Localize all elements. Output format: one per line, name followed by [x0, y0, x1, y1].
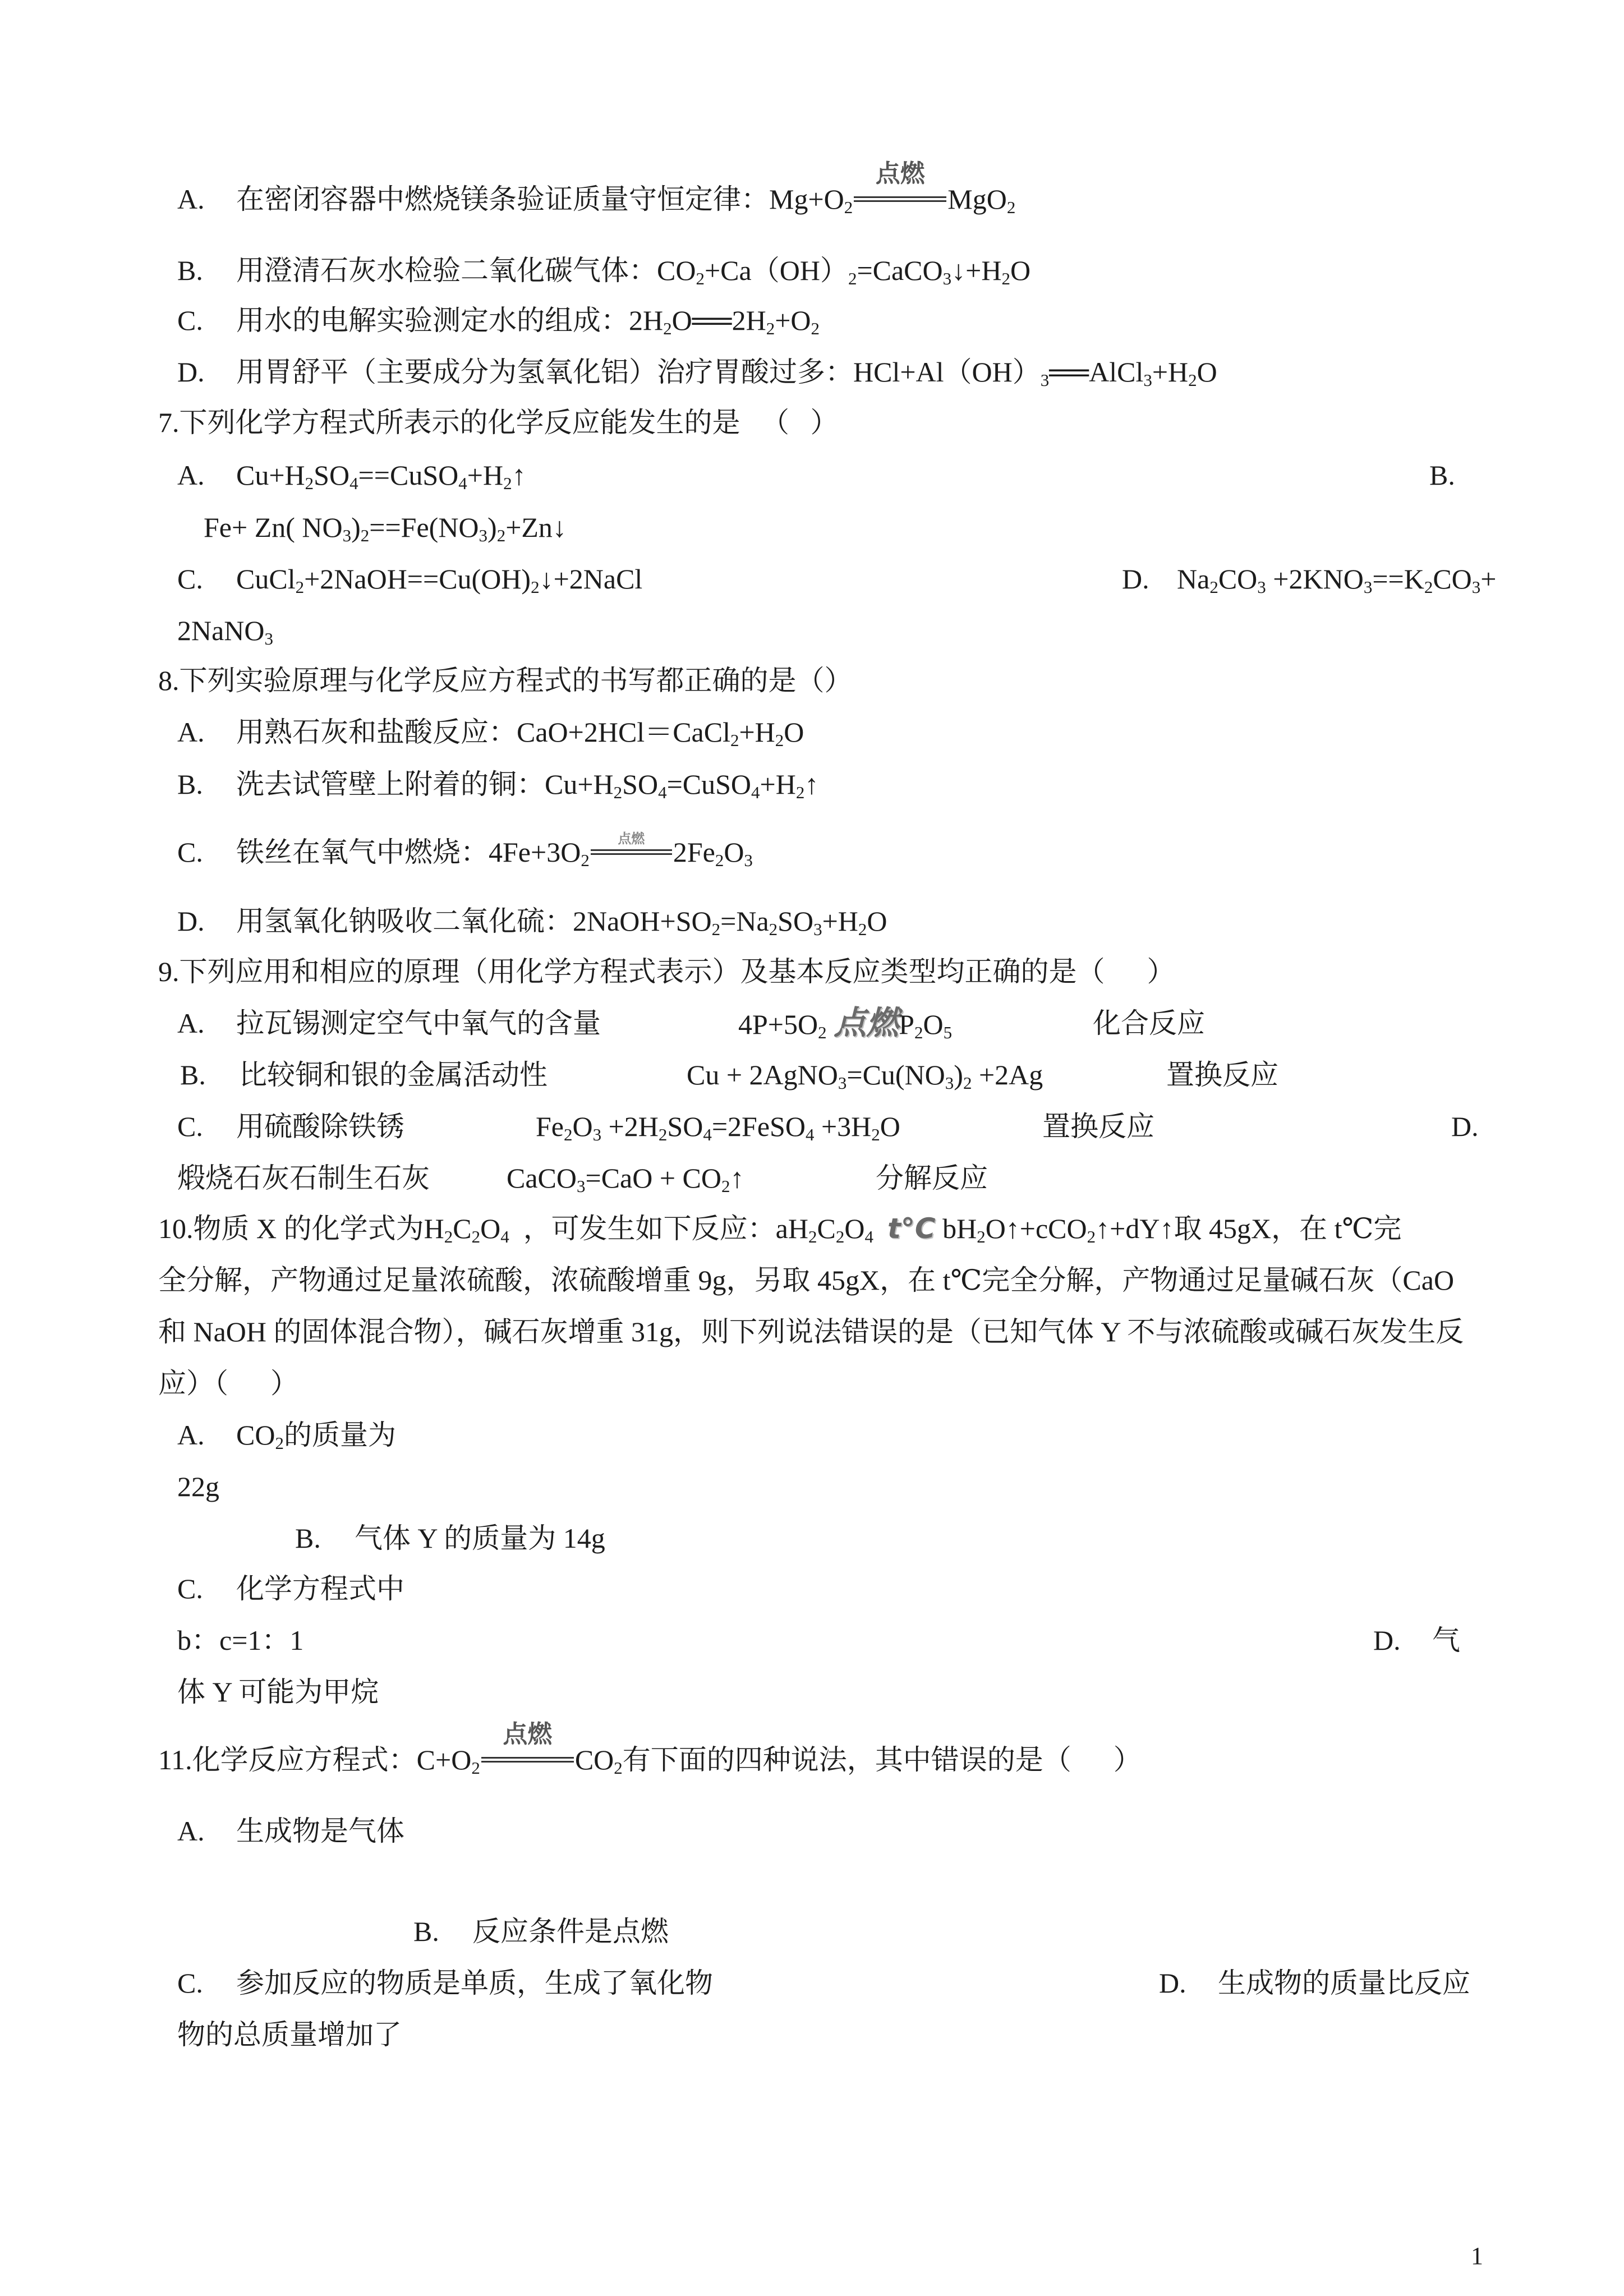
option-label: C. [177, 1111, 203, 1142]
q10-option-d-continued [0, 1675, 1624, 1709]
q11-option-c [0, 1966, 1624, 2000]
subscript: 2 [471, 1227, 481, 1246]
page-number: 1 [1471, 2242, 1483, 2270]
text-run: CO [574, 1744, 614, 1775]
text-run: SO [667, 1111, 703, 1142]
text-run: + [1480, 563, 1497, 595]
subscript: 2 [808, 1227, 817, 1246]
subscript: 4 [349, 473, 358, 493]
q10-option-a [0, 1418, 1624, 1452]
q10-stem-line [0, 1366, 1624, 1400]
text-run: =CaO + CO [585, 1162, 722, 1194]
reaction-condition-label: 点燃 [875, 159, 925, 188]
text-run: C [453, 1213, 472, 1244]
q8-option-c [0, 831, 1624, 870]
option-equation [507, 1161, 744, 1195]
text-run: O [844, 1213, 865, 1244]
question-stem [158, 1315, 1464, 1349]
option-label: D. [1451, 1111, 1479, 1142]
reaction-condition-label: t°C [887, 1212, 936, 1245]
text-run: ) [954, 1059, 963, 1091]
subscript: 3 [592, 1125, 602, 1144]
text-run: +3H [814, 1111, 872, 1142]
subscript: 2 [715, 850, 724, 870]
text-run: O [880, 1111, 900, 1142]
text-run: ，可发生如下反应：aH [509, 1213, 808, 1244]
text-run: CO [1433, 563, 1472, 595]
text-run: ↑ [804, 769, 819, 800]
subscript: 3 [1257, 577, 1266, 597]
subscript: 2 [795, 783, 805, 802]
text-run: 化学方程式中 [236, 1573, 404, 1604]
text-run: O [784, 716, 804, 748]
text-run: CuCl [236, 563, 296, 595]
option-reaction-type: 化合反应 [1093, 1007, 1205, 1039]
question-stem [158, 1366, 298, 1400]
q9-option-b [0, 1058, 1624, 1092]
text-run: +O [775, 305, 811, 336]
text-run: SO [622, 769, 659, 800]
text-run: 8.下列实验原理与化学反应方程式的书写都正确的是（） [158, 665, 853, 696]
subscript: 4 [864, 1227, 873, 1246]
text-run: 10.物质 X 的化学式为H [158, 1213, 444, 1244]
q10-option-c [0, 1572, 1624, 1605]
q9-option-c [0, 1110, 1624, 1143]
text-run: 全分解，产物通过足量浓硫酸，浓硫酸增重 9g，另取 45gX，在 t℃完全分解，产物通过足量碱石灰（CaO [158, 1264, 1455, 1296]
option-text [236, 1418, 396, 1452]
subscript: 2 [963, 1073, 972, 1093]
option-text [177, 1675, 379, 1709]
text-run: CO [1218, 563, 1258, 595]
option-text [177, 614, 273, 647]
subscript: 2 [811, 319, 820, 338]
subscript: 3 [838, 1073, 847, 1093]
subscript: 4 [751, 783, 760, 802]
subscript: 2 [1188, 370, 1197, 390]
text-run [827, 1009, 834, 1040]
subscript: 2 [360, 526, 370, 545]
text-run: ↓+2NaCl [539, 563, 643, 595]
option-label: D. [1373, 1625, 1401, 1656]
option-text [1432, 1623, 1460, 1657]
option-label: B. [177, 255, 203, 286]
option-application [239, 1058, 548, 1092]
text-run: 2Fe [673, 836, 715, 868]
question-stem [158, 664, 853, 697]
text-run: O [724, 836, 744, 868]
option-text [177, 2018, 402, 2051]
text-run: O [1197, 356, 1217, 388]
double-line-equals [591, 849, 672, 855]
q7-stem [0, 406, 1624, 439]
subscript: 2 [818, 1023, 827, 1042]
text-run: +H [467, 459, 504, 491]
q6-option-b [0, 254, 1624, 287]
q6-option-a [0, 159, 1624, 217]
subscript: 4 [458, 473, 467, 493]
q8-stem [0, 664, 1624, 697]
text-run: 用氢氧化钠吸收二氧化硫：2NaOH+SO [236, 905, 712, 937]
text-run: 用熟石灰和盐酸反应：CaO+2HCl＝CaCl [236, 716, 730, 748]
option-label: B. [1429, 459, 1455, 491]
text-run: ══AlCl [1049, 356, 1144, 388]
subscript: 2 [835, 1227, 845, 1246]
subscript: 2 [914, 1023, 923, 1042]
text-run: O [923, 1009, 944, 1040]
text-run: ==Fe(NO [369, 512, 479, 543]
option-label: B. [295, 1522, 321, 1554]
option-text [236, 831, 753, 870]
q7-option-a-row [0, 458, 1624, 492]
text-run: ) [487, 512, 497, 543]
option-text [236, 767, 818, 801]
option-label: D. [1159, 1967, 1186, 1999]
option-text [204, 510, 567, 544]
text-run: 体 Y 可能为甲烷 [177, 1676, 379, 1708]
subscript: 2 [769, 919, 778, 939]
option-equation [687, 1058, 1043, 1092]
text-run: CaCO [507, 1162, 577, 1194]
text-run: =CuSO [666, 769, 752, 800]
text-run: O [572, 1111, 593, 1142]
option-text [236, 303, 820, 337]
subscript: 2 [444, 1227, 453, 1246]
option-equation [536, 1110, 900, 1143]
subscript: 2 [614, 1758, 623, 1778]
option-application [236, 1110, 404, 1143]
text-run: 用胃舒平（主要成分为氢氧化铝）治疗胃酸过多：HCl+Al（OH） [236, 356, 1041, 388]
subscript: 2 [496, 526, 506, 545]
option-label: B. [177, 769, 203, 800]
question-stem [158, 1720, 1142, 1778]
text-run: 和 NaOH 的固体混合物），碱石灰增重 31g，则下列说法错误的是（已知气体 Y 不与浓硫酸或碱石灰发生反 [158, 1316, 1464, 1347]
q11-option-a [0, 1814, 1624, 1848]
text-run: =Cu(NO [846, 1059, 945, 1091]
q8-option-d [0, 904, 1624, 938]
option-text [1177, 562, 1497, 596]
text-run: 比较铜和银的金属活动性 [239, 1059, 548, 1091]
subscript: 3 [1471, 577, 1481, 597]
text-run: C [817, 1213, 836, 1244]
subscript: 2 [503, 473, 512, 493]
q10-option-b [0, 1521, 1624, 1555]
text-run: 生成物的质量比反应 [1218, 1967, 1470, 1999]
option-text [236, 254, 1030, 287]
subscript: 2 [871, 1125, 880, 1144]
text-run: O [1010, 255, 1031, 286]
subscript: 2 [848, 269, 857, 288]
text-run: 用澄清石灰水检验二氧化碳气体：CO [236, 255, 696, 286]
q6-option-c [0, 303, 1624, 337]
text-run: MgO [947, 183, 1007, 215]
subscript: 2 [564, 1125, 573, 1144]
subscript: 3 [1143, 370, 1152, 390]
subscript: 2 [295, 577, 305, 597]
text-run: 生成物是气体 [236, 1815, 404, 1847]
text-run: =2FeSO [711, 1111, 806, 1142]
option-text [236, 1966, 713, 2000]
text-run: 在密闭容器中燃烧镁条验证质量守恒定律：Mg+O [236, 183, 844, 215]
text-run: +H [822, 905, 858, 937]
text-run: =Na [720, 905, 769, 937]
subscript: 4 [658, 783, 667, 802]
subscript: 3 [945, 1073, 954, 1093]
subscript: 2 [711, 919, 721, 939]
subscript: 2 [721, 1176, 730, 1196]
subscript: 2 [1087, 1227, 1096, 1246]
option-label: A. [177, 183, 205, 215]
option-text [177, 1470, 219, 1503]
option-text [1218, 1966, 1470, 2000]
text-run: +2NaOH==Cu(OH) [304, 563, 531, 595]
text-run: +H [760, 769, 796, 800]
subscript: 2 [696, 269, 705, 288]
option-label: C. [177, 1967, 203, 1999]
subscript: 3 [479, 526, 488, 545]
subscript: 3 [744, 850, 753, 870]
condition-equals-sign [591, 831, 672, 862]
text-run: P [899, 1009, 914, 1040]
text-run: 气 [1432, 1625, 1460, 1656]
text-run: 拉瓦锡测定空气中氧气的含量 [236, 1007, 601, 1039]
text-run: 4P+5O [738, 1009, 818, 1040]
text-run [873, 1213, 887, 1244]
q7-option-b-row [0, 510, 1624, 544]
question-stem [158, 1263, 1454, 1297]
q7-option-d-continued [0, 614, 1624, 647]
text-run: Fe+ Zn( NO [204, 512, 343, 543]
option-reaction-type: 置换反应 [1042, 1111, 1154, 1142]
subscript: 4 [703, 1125, 712, 1144]
option-reaction-type: 分解反应 [876, 1162, 988, 1194]
option-text [472, 1915, 669, 1948]
option-equation [738, 1006, 952, 1041]
subscript: 3 [577, 1176, 586, 1196]
q10-stem-line [0, 1212, 1624, 1245]
condition-equals-sign [854, 159, 946, 209]
option-text [355, 1521, 605, 1555]
subscript: 3 [342, 526, 352, 545]
option-text [177, 1623, 303, 1657]
text-run: Cu+H [236, 459, 305, 491]
option-text [236, 715, 804, 749]
q11-option-d-continued [0, 2018, 1624, 2051]
text-run: Cu + 2AgNO [687, 1059, 838, 1091]
option-label: A. [177, 1815, 205, 1847]
question-stem [158, 955, 1175, 988]
option-text [236, 904, 887, 938]
subscript: 2 [531, 577, 540, 597]
text-run: 反应条件是点燃 [472, 1916, 669, 1947]
q10-option-a-continued [0, 1470, 1624, 1503]
q9-option-a [0, 1006, 1624, 1040]
question-stem [158, 406, 839, 439]
subscript: 3 [1363, 577, 1373, 597]
text-run: 22g [177, 1471, 219, 1502]
text-run: 参加反应的物质是单质，生成了氧化物 [236, 1967, 713, 1999]
reaction-condition-label: 点燃 [834, 1004, 899, 1042]
text-run: 煅烧石灰石制生石灰 [177, 1162, 430, 1194]
text-run: 的质量为 [283, 1419, 396, 1451]
option-label: C. [177, 305, 203, 336]
text-run: ↑ [730, 1162, 744, 1194]
subscript: 2 [613, 783, 623, 802]
option-label: D. [177, 905, 205, 937]
option-label: D. [1122, 563, 1149, 595]
text-run: O [867, 905, 887, 937]
option-application [236, 1006, 601, 1040]
text-run: ==CuSO [358, 459, 459, 491]
text-run: ↑ [512, 459, 526, 491]
subscript: 2 [658, 1125, 668, 1144]
option-label: C. [177, 1573, 203, 1604]
subscript: 3 [264, 629, 274, 648]
q11-option-b [0, 1915, 1624, 1948]
text-run: Fe [536, 1111, 564, 1142]
text-run: +2Ag [972, 1059, 1043, 1091]
subscript: 2 [1424, 577, 1433, 597]
option-reaction-type: 置换反应 [1166, 1059, 1278, 1091]
subscript: 2 [775, 730, 784, 750]
text-run: 气体 Y 的质量为 14g [355, 1522, 605, 1554]
text-run: 铁丝在氧气中燃烧：4Fe+3O [236, 836, 581, 868]
text-run: ) [351, 512, 361, 543]
subscript: 2 [858, 919, 867, 939]
q11-stem [0, 1720, 1624, 1778]
text-run: +Ca（OH） [704, 255, 848, 286]
subscript: 2 [977, 1227, 986, 1246]
subscript: 2 [275, 1433, 284, 1453]
text-run: 用硫酸除铁锈 [236, 1111, 404, 1142]
question-stem [158, 1212, 1401, 1245]
option-label: A. [177, 459, 205, 491]
subscript: 2 [581, 850, 590, 870]
text-run: 有下面的四种说法，其中错误的是（ ） [622, 1744, 1142, 1775]
subscript: 2 [1209, 577, 1218, 597]
text-run: 物的总质量增加了 [177, 2019, 402, 2050]
option-label: B. [413, 1916, 439, 1947]
text-run: +2H [601, 1111, 659, 1142]
option-text [236, 159, 1016, 217]
q9-stem [0, 955, 1624, 988]
option-label: A. [177, 1007, 205, 1039]
text-run: 11.化学反应方程式：C+O [158, 1744, 472, 1775]
text-run: ==K [1372, 563, 1424, 595]
q10-option-c-continued [0, 1623, 1624, 1657]
subscript: 2 [471, 1758, 480, 1778]
option-label: C. [177, 563, 203, 595]
text-run: ↑+dY↑取 45gX，在 t℃完 [1096, 1213, 1402, 1244]
option-label: B. [180, 1059, 206, 1091]
text-run: 应）（ ） [158, 1368, 298, 1399]
option-label: C. [177, 836, 203, 868]
text-run: SO [778, 905, 814, 937]
text-run: CO [236, 1419, 275, 1451]
subscript: 3 [942, 269, 952, 288]
text-run: O [480, 1213, 501, 1244]
subscript: 5 [943, 1023, 953, 1042]
option-label: D. [177, 356, 205, 388]
subscript: 2 [766, 319, 775, 338]
text-run: b：c=1：1 [177, 1625, 304, 1656]
option-text [236, 458, 526, 492]
subscript: 2 [305, 473, 314, 493]
option-label: A. [177, 716, 205, 748]
text-run: O↑+cCO [985, 1213, 1087, 1244]
text-run: 洗去试管壁上附着的铜：Cu+H [236, 769, 614, 800]
text-run: 2NaNO [177, 615, 265, 646]
option-text [236, 1572, 404, 1605]
subscript: 2 [663, 319, 672, 338]
option-label: A. [177, 1419, 205, 1451]
subscript: 3 [1040, 370, 1050, 390]
q7-option-c-row [0, 562, 1624, 596]
text-run: SO [314, 459, 350, 491]
text-run: 用水的电解实验测定水的组成：2H [236, 305, 664, 336]
text-run: Na [1177, 563, 1210, 595]
condition-equals-sign [481, 1720, 574, 1769]
reaction-condition-label: 点燃 [503, 1720, 553, 1749]
text-run: 9.下列应用和相应的原理（用化学方程式表示）及基本反应类型均正确的是（ ） [158, 956, 1175, 987]
q10-stem-line [0, 1315, 1624, 1349]
q8-option-a [0, 715, 1624, 749]
reaction-condition-label: 点燃 [618, 831, 645, 846]
q8-option-b [0, 767, 1624, 801]
subscript: 3 [813, 919, 822, 939]
text-run: +Zn↓ [505, 512, 567, 543]
q9-option-d [0, 1161, 1624, 1195]
text-run: bH [935, 1213, 977, 1244]
option-text [236, 562, 642, 596]
subscript: 2 [730, 730, 739, 750]
subscript: 2 [1001, 269, 1010, 288]
text-run: +H [1152, 356, 1189, 388]
text-run: O══2H [671, 305, 766, 336]
subscript: 2 [844, 197, 853, 217]
double-line-equals [481, 1757, 574, 1763]
subscript: 2 [1006, 197, 1016, 217]
text-run: 7.下列化学方程式所表示的化学反应能发生的是 （ ） [158, 407, 839, 438]
subscript: 4 [500, 1227, 509, 1246]
text-run: ↓+H [951, 255, 1002, 286]
subscript: 4 [805, 1125, 815, 1144]
q10-stem-line [0, 1263, 1624, 1297]
option-text [236, 355, 1217, 389]
option-text [236, 1814, 404, 1848]
text-run: =CaCO [857, 255, 943, 286]
double-line-equals [854, 196, 946, 202]
text-run: +H [739, 716, 775, 748]
text-run: +2KNO [1266, 563, 1364, 595]
option-application [177, 1161, 430, 1195]
q6-option-d [0, 355, 1624, 389]
